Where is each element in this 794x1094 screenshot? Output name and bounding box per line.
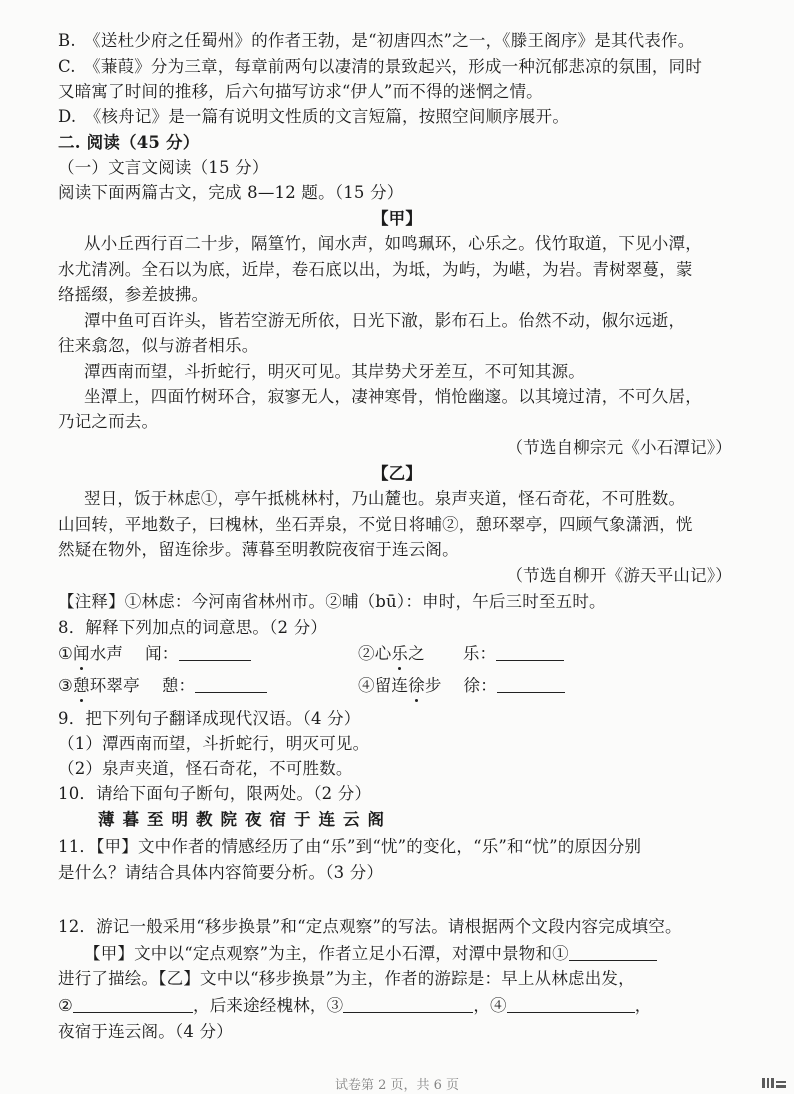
section-title: 二. 阅读（45 分）	[58, 133, 200, 152]
passage-jia-line: 乃记之而去。	[58, 412, 159, 431]
q8-item-1: ①闻水声 闻：	[58, 643, 251, 665]
passage-jia-line: 潭西南而望，斗折蛇行，明灭可见。其岸势犬牙差互，不可知其源。	[84, 362, 585, 381]
passage-jia-line: 坐潭上，四面竹树环合，寂寥无人，凄神寒骨，悄怆幽邃。以其境过清，不可久居，	[84, 387, 702, 406]
q9-stem: 9．把下列句子翻译成现代汉语。（4 分）	[58, 709, 361, 728]
option-c-line1: C. 《蒹葭》分为三章，每章前两句以凄清的景致起兴，形成一种沉郁悲凉的氛围，同时	[58, 57, 703, 76]
dotted-char: 憩	[73, 676, 90, 695]
answer-blank[interactable]	[569, 944, 657, 961]
q10-stem: 10．请给下面句子断句，限两处。（2 分）	[58, 784, 372, 803]
q11-line2: 是什么？请结合具体内容简要分析。（3 分）	[58, 863, 384, 882]
passage-yi-line: 然疑在物外，留连徐步。薄暮至明教院夜宿于连云阁。	[58, 540, 459, 559]
answer-blank[interactable]	[507, 996, 635, 1013]
answer-blank[interactable]	[195, 676, 267, 693]
q9-sentence-1: （1）潭西南而望，斗折蛇行，明灭可见。	[58, 734, 370, 753]
passage-jia-line: 从小丘西行百二十步，隔篁竹，闻水声，如鸣珮环，心乐之。伐竹取道，下见小潭，	[84, 234, 702, 253]
q12-line3: 进行了描绘。【乙】文中以“移步换景”为主，作者的游踪是：早上从林虑出发，	[58, 969, 635, 988]
passage-jia-line: 络摇缀，参差披拂。	[58, 285, 209, 304]
dotted-char: 徐	[408, 676, 425, 695]
q12-line2: 【甲】文中以“定点观察”为主，作者立足小石潭，对潭中景物和①	[84, 943, 657, 965]
passage-jia-line: 水尤清冽。全石以为底，近岸，卷石底以出，为坻，为屿，为嵁，为岩。青树翠蔓，蒙	[58, 260, 693, 279]
section-subtitle: （一）文言文阅读（15 分）	[58, 158, 269, 177]
q12-line5: 夜宿于连云阁。（4 分）	[58, 1022, 233, 1041]
qr-code-icon	[776, 1078, 786, 1088]
passage-yi-line: 翌日，饭于林虑①，亭午抵桃林村，乃山麓也。泉声夹道，怪石奇花，不可胜数。	[84, 489, 686, 508]
option-d: D. 《核舟记》是一篇有说明文性质的文言短篇，按照空间顺序展开。	[58, 107, 570, 126]
passage-yi-label: 【乙】	[371, 464, 423, 483]
q8-item-2: ②心乐之 乐：	[358, 643, 564, 665]
qr-code-icon	[762, 1078, 774, 1088]
q12-line1: 12．游记一般采用“移步换景”和“定点观察”的写法。请根据两个文段内容完成填空。	[58, 917, 682, 936]
option-b: B. 《送杜少府之任蜀州》的作者王勃，是“初唐四杰”之一，《滕王阁序》是其代表作。	[58, 31, 695, 50]
answer-blank[interactable]	[179, 644, 251, 661]
passage-jia-label: 【甲】	[371, 209, 423, 228]
answer-blank[interactable]	[73, 996, 193, 1013]
passage-jia-line: 往来翕忽，似与游者相乐。	[58, 336, 259, 355]
answer-blank[interactable]	[497, 676, 565, 693]
q12-line4: ② ，后来途经槐林，③ ，④ ，	[58, 996, 652, 1015]
page-footer: 试卷第 2 页，共 6 页	[334, 1078, 460, 1093]
option-c-line2: 又暗寓了时间的推移，后六句描写访求“伊人”而不得的迷惘之情。	[58, 82, 543, 101]
passage-jia-line: 潭中鱼可百许头，皆若空游无所依，日光下澈，影布石上。佁然不动，俶尔远逝，	[84, 311, 686, 330]
notes: 【注释】①林虑：今河南省林州市。②晡（bū）：申时，午后三时至五时。	[58, 592, 606, 611]
section-instruction: 阅读下面两篇古文，完成 8—12 题。（15 分）	[58, 183, 404, 202]
q8-item-4: ④留连徐步 徐：	[358, 675, 565, 697]
dotted-char: 乐	[391, 644, 409, 663]
q8-item-3: ③憩环翠亭 憩：	[58, 675, 267, 697]
q10-sentence[interactable]: 薄暮至明教院夜宿于连云阁	[98, 810, 392, 829]
passage-jia-source: （节选自柳宗元《小石潭记》）	[506, 438, 732, 457]
passage-yi-source: （节选自柳开《游天平山记》）	[506, 566, 732, 585]
q9-sentence-2: （2）泉声夹道，怪石奇花，不可胜数。	[58, 759, 353, 778]
passage-yi-line: 山回转，平地数子，曰槐林，坐石弄泉，不觉日将晡②，憩环翠亭，四顾气象潇洒，恍	[58, 515, 693, 534]
answer-blank[interactable]	[496, 644, 564, 661]
q11-line1: 11．【甲】文中作者的情感经历了由“乐”到“忧”的变化，“乐”和“忧”的原因分别	[58, 837, 642, 856]
q8-stem: 8．解释下列加点的词意思。（2 分）	[58, 618, 328, 637]
answer-blank[interactable]	[343, 996, 473, 1013]
dotted-char: 闻	[73, 644, 90, 663]
